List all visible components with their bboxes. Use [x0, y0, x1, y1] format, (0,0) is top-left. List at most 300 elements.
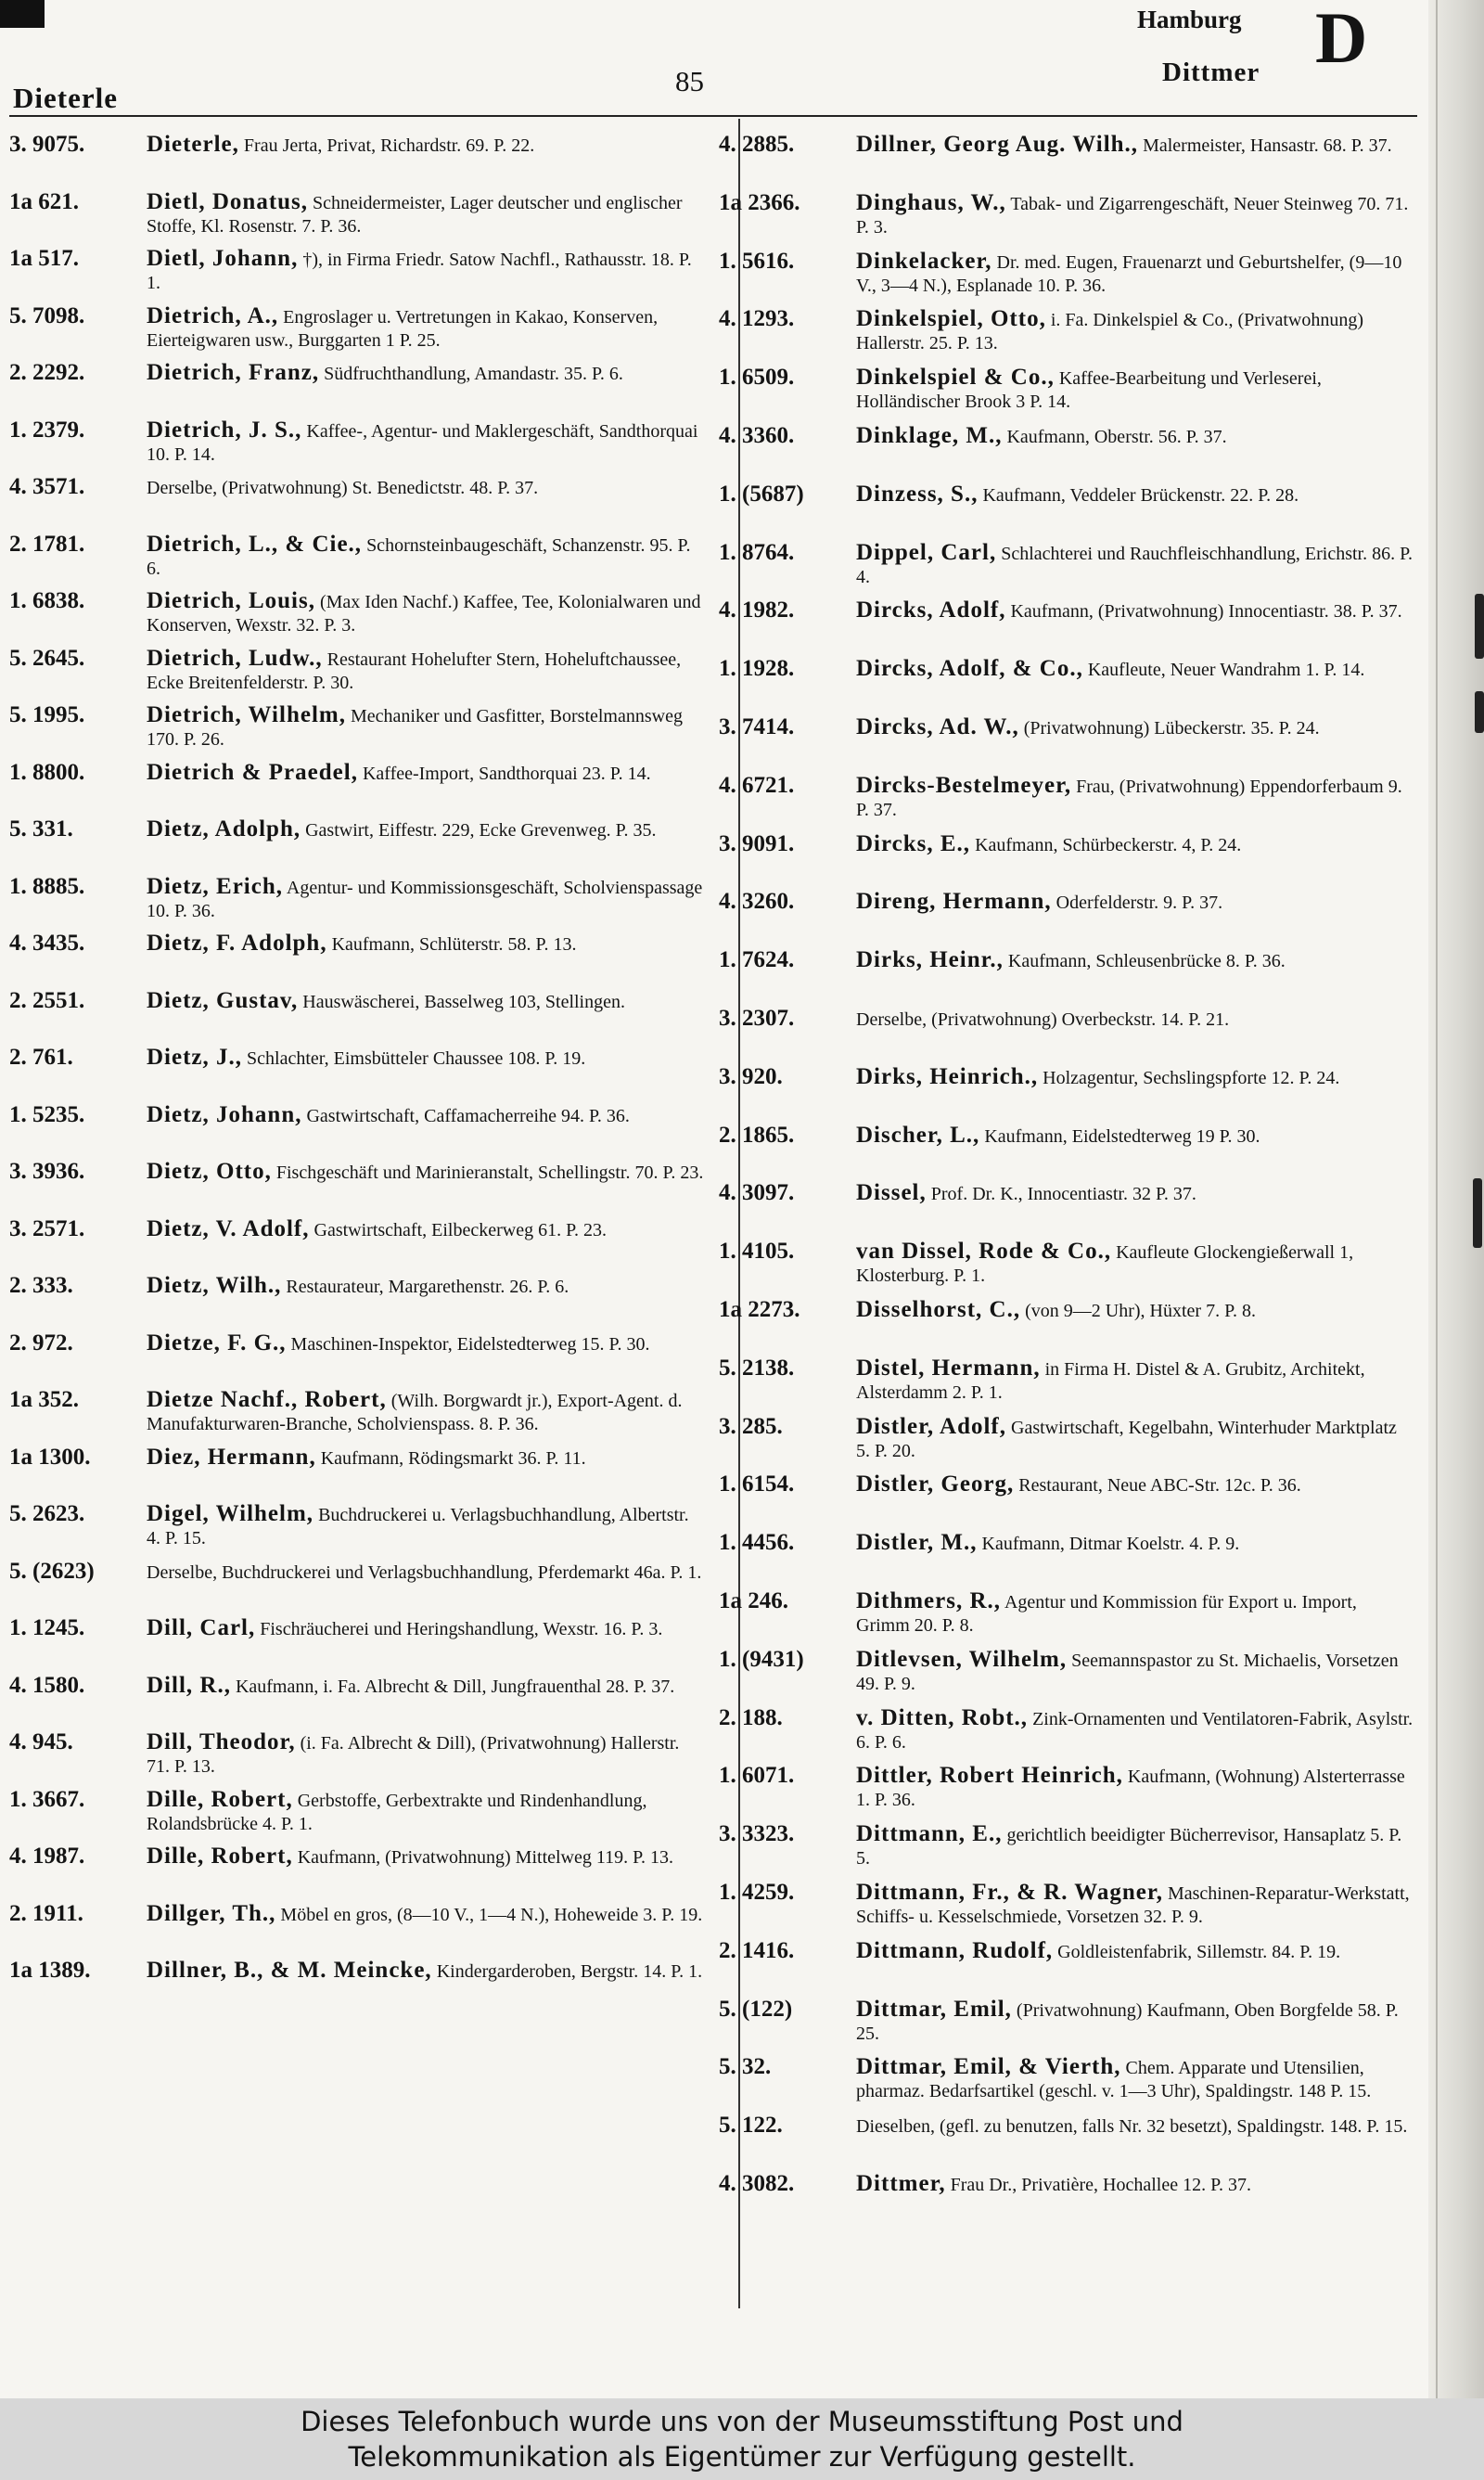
- entry-name: Dietz, V. Adolf,: [147, 1216, 310, 1241]
- entry-details: Schornsteinbaugeschäft, Schanzenstr. 95. P. 6.: [147, 534, 691, 579]
- phone-number: 1. 8885.: [9, 874, 85, 899]
- directory-entry: [719, 1764, 1414, 1822]
- entry-text: [147, 1560, 705, 1585]
- entry-name: Dittmar, Emil, & Vierth,: [856, 2055, 1121, 2080]
- entry-details: Kaufmann, (Privatwohnung) Mittelweg 119. P. 13.: [297, 1847, 674, 1868]
- entry-details: Möbel en gros, (8—10 V., 1—4 N.), Hoheweide 3. P. 19.: [280, 1904, 703, 1925]
- entry-details: Derselbe, (Privatwohnung) Overbeckstr. 14. P. 21.: [856, 1009, 1230, 1030]
- directory-entry: [719, 1240, 1414, 1298]
- entry-details: Kaufmann, Oberstr. 56. P. 37.: [1006, 426, 1227, 447]
- entry-name: Dinkelacker,: [856, 249, 992, 274]
- phone-number: 2. 188.: [719, 1705, 783, 1730]
- entry-name: Distler, Adolf,: [856, 1414, 1006, 1439]
- entry-text: [856, 191, 1414, 239]
- phone-number: 3. 9091.: [719, 831, 795, 856]
- entry-text: [147, 932, 705, 957]
- phone-number: 1a 517.: [9, 247, 79, 271]
- entry-text: [147, 589, 705, 637]
- entry-name: Dirks, Heinr.,: [856, 948, 1004, 973]
- entry-name: Distel, Hermann,: [856, 1356, 1041, 1381]
- directory-entry: [9, 247, 705, 304]
- phone-number: 5. 331.: [9, 817, 73, 842]
- phone-number: 5. 1995.: [9, 703, 85, 727]
- entry-text: [856, 482, 1414, 508]
- entry-text: [856, 774, 1414, 822]
- entry-name: Dietrich, Wilhelm,: [147, 703, 346, 727]
- entry-details: Kaufmann, Rödingsmarkt 36. P. 11.: [320, 1447, 586, 1469]
- footer-banner: [0, 2398, 1484, 2480]
- entry-name: Distler, Georg,: [856, 1472, 1015, 1497]
- directory-entry: [719, 1065, 1414, 1124]
- entry-name: Dietz, Adolph,: [147, 817, 301, 842]
- directory-entry: [719, 366, 1414, 424]
- entry-name: Dircks, Ad. W.,: [856, 714, 1019, 739]
- phone-number: 4. 1293.: [719, 307, 795, 332]
- entry-name: Dietrich, J. S.,: [147, 418, 302, 443]
- directory-entry: [719, 1589, 1414, 1648]
- directory-entry: [719, 307, 1414, 366]
- entry-name: Dillger, Th.,: [147, 1901, 276, 1926]
- entry-text: [147, 1103, 705, 1128]
- phone-number: 1. 6838.: [9, 589, 85, 613]
- entry-text: [856, 424, 1414, 449]
- directory-entry: [719, 1822, 1414, 1881]
- entry-text: [856, 1240, 1414, 1288]
- entry-text: [147, 1160, 705, 1185]
- entry-text: [856, 541, 1414, 589]
- directory-entry: [719, 1356, 1414, 1415]
- directory-entry: [9, 533, 705, 590]
- directory-entry: [719, 2172, 1414, 2230]
- phone-number: 5. (122): [719, 1997, 793, 2022]
- directory-entry: [9, 1446, 705, 1503]
- phone-number: 5. 2138.: [719, 1356, 795, 1381]
- entry-name: Dittmar, Emil,: [856, 1997, 1012, 2022]
- directory-entry: [719, 1181, 1414, 1240]
- phone-number: 4. 1982.: [719, 598, 795, 623]
- entry-text: [856, 832, 1414, 857]
- entry-name: Dietze, F. G.,: [147, 1330, 287, 1356]
- phone-number: 3. 7414.: [719, 714, 795, 739]
- directory-entry: [9, 1674, 705, 1731]
- entry-name: Dietl, Donatus,: [147, 189, 309, 214]
- entry-text: [856, 1415, 1414, 1463]
- phone-number: 1. 5235.: [9, 1102, 85, 1127]
- entry-details: Frau Dr., Privatière, Hochallee 12. P. 37.: [950, 2174, 1251, 2195]
- entry-details: Kaufleute Glockengießerwall 1, Klosterburg. P. 1.: [856, 1242, 1354, 1287]
- entry-details: Gastwirtschaft, Kegelbahn, Winterhuder Marktplatz 5. P. 20.: [856, 1417, 1397, 1461]
- footer-line-1: Dieses Telefonbuch wurde uns von der Museumsstiftung Post und: [301, 2406, 1183, 2437]
- phone-number: 1. (5687): [719, 482, 804, 507]
- directory-entry: [9, 475, 705, 533]
- phone-number: 3. 9075.: [9, 133, 85, 157]
- entry-text: [856, 598, 1414, 623]
- entry-details: Zink-Ornamenten und Ventilatoren-Fabrik, Asylstr. 6. P. 6.: [856, 1708, 1414, 1753]
- entry-details: Kaufmann, Schleusenbrücke 8. P. 36.: [1007, 951, 1286, 972]
- entry-text: [147, 875, 705, 923]
- entry-details: Kaufmann, Schürbeckerstr. 4, P. 24.: [975, 834, 1242, 855]
- entry-details: Prof. Dr. K., Innocentiastr. 32 P. 37.: [930, 1184, 1196, 1205]
- entry-details: Oderfelderstr. 9. P. 37.: [1055, 893, 1223, 914]
- entry-text: [856, 1589, 1414, 1638]
- entry-text: [856, 366, 1414, 414]
- entry-details: Kindergarderoben, Bergstr. 14. P. 1.: [436, 1961, 703, 1982]
- directory-entry: [719, 133, 1414, 191]
- entry-name: Dinghaus, W.,: [856, 190, 1006, 215]
- entry-text: [147, 1446, 705, 1471]
- phone-number: 1a 2366.: [719, 190, 800, 215]
- entry-details: gerichtlich beeidigter Bücherrevisor, Hansaplatz 5. P. 5.: [856, 1825, 1402, 1870]
- directory-entry: [719, 1531, 1414, 1589]
- phone-number: 4. 3260.: [719, 890, 795, 915]
- entry-name: Dillner, B., & M. Meincke,: [147, 1959, 432, 1983]
- entry-text: [147, 190, 705, 238]
- entry-details: (Privatwohnung) Kaufmann, Oben Borgfelde 58. P. 25.: [856, 1999, 1399, 2044]
- phone-number: 1a 1300.: [9, 1445, 91, 1470]
- entry-name: Dietz, Johann,: [147, 1102, 302, 1127]
- entry-details: i. Fa. Dinkelspiel & Co., (Privatwohnung) Hallerstr. 25. P. 13.: [856, 310, 1364, 354]
- entry-text: [147, 361, 705, 386]
- phone-number: 1. 5616.: [719, 249, 795, 274]
- entry-text: [147, 1902, 705, 1927]
- directory-entry: [719, 2114, 1414, 2172]
- entry-name: Dietz, Erich,: [147, 874, 283, 899]
- entry-text: [147, 1674, 705, 1699]
- directory-entry: [719, 598, 1414, 657]
- entry-text: [147, 1730, 705, 1779]
- entry-name: Diez, Hermann,: [147, 1445, 316, 1470]
- entry-text: [856, 1181, 1414, 1206]
- entry-text: [856, 307, 1414, 355]
- entry-details: Chem. Apparate und Utensilien, pharmaz. Bedarfsartikel (geschl. v. 1—3 Uhr), Spaldingstr. 148 P. 15.: [856, 2058, 1372, 2102]
- directory-entry: [9, 761, 705, 818]
- entry-details: Goldleistenfabrik, Sillemstr. 84. P. 19.: [1057, 1941, 1341, 1962]
- entry-name: Ditlevsen, Wilhelm,: [856, 1647, 1068, 1672]
- entry-name: Dietl, Johann,: [147, 247, 299, 271]
- phone-number: 1. 4259.: [719, 1880, 795, 1905]
- entry-details: (Max Iden Nachf.) Kaffee, Tee, Kolonialwaren und Konserven, Wexstr. 32. P. 3.: [147, 592, 701, 636]
- header-letter: D: [1315, 0, 1368, 78]
- entry-text: [147, 1959, 705, 1984]
- phone-number: 3. 2307.: [719, 1006, 795, 1031]
- phone-number: 4. 945.: [9, 1730, 73, 1754]
- entry-name: Dill, Theodor,: [147, 1730, 296, 1754]
- entry-text: [147, 533, 705, 581]
- entry-details: Südfruchthandlung, Amandastr. 35. P. 6.: [324, 364, 623, 384]
- entry-text: [147, 761, 705, 786]
- entry-text: [856, 1822, 1414, 1870]
- entry-text: [856, 2055, 1414, 2103]
- directory-entry: [9, 1502, 705, 1560]
- entry-details: (i. Fa. Albrecht & Dill), (Privatwohnung) Hallerstr. 71. P. 13.: [147, 1733, 680, 1777]
- entry-text: [856, 657, 1414, 682]
- entry-name: Dinkelspiel & Co.,: [856, 366, 1055, 391]
- right-column: [719, 133, 1414, 2230]
- entry-details: Hauswäscherei, Basselweg 103, Stellingen.: [302, 991, 625, 1012]
- entry-text: [856, 1065, 1414, 1090]
- entry-text: [856, 1939, 1414, 1964]
- entry-name: Dill, R.,: [147, 1673, 231, 1698]
- header-rule: [9, 115, 1417, 117]
- entry-text: [147, 1844, 705, 1870]
- entry-details: Kaufmann, Ditmar Koelstr. 4. P. 9.: [981, 1534, 1240, 1555]
- entry-details: Derselbe, Buchdruckerei und Verlagsbuchhandlung, Pferdemarkt 46a. P. 1.: [147, 1561, 702, 1583]
- directory-entry: [719, 1706, 1414, 1765]
- entry-text: [147, 1788, 705, 1836]
- entry-name: Dietrich, Louis,: [147, 589, 315, 613]
- entry-name: Dietz, F. Adolph,: [147, 932, 327, 956]
- directory-entry: [9, 1274, 705, 1331]
- entry-details: Gastwirtschaft, Caffamacherreihe 94. P. 36.: [306, 1105, 630, 1126]
- entry-details: Kaufmann, i. Fa. Albrecht & Dill, Jungfrauenthal 28. P. 37.: [235, 1676, 675, 1697]
- phone-number: 2. 972.: [9, 1330, 73, 1356]
- directory-entry: [719, 2055, 1414, 2114]
- entry-name: Direng, Hermann,: [856, 890, 1052, 915]
- directory-entry: [719, 890, 1414, 948]
- entry-text: [147, 1274, 705, 1299]
- header-city: Hamburg: [1137, 6, 1242, 33]
- entry-name: Dinzess, S.,: [856, 482, 979, 507]
- phone-number: 2. 1416.: [719, 1938, 795, 1963]
- directory-entry: [719, 657, 1414, 715]
- page-number: 85: [675, 65, 704, 97]
- entry-text: [856, 1998, 1414, 2046]
- entry-details: Kaufmann, (Privatwohnung) Innocentiastr. 38. P. 37.: [1010, 601, 1402, 623]
- phone-number: 5. 2645.: [9, 646, 85, 671]
- entry-name: Dille, Robert,: [147, 1844, 293, 1869]
- directory-entry: [719, 1415, 1414, 1473]
- phone-number: 1. 6154.: [719, 1472, 795, 1497]
- entry-name: Dinkelspiel, Otto,: [856, 307, 1046, 332]
- phone-number: 1. 1928.: [719, 657, 795, 682]
- entry-text: [147, 1046, 705, 1071]
- entry-name: Dittler, Robert Heinrich,: [856, 1764, 1123, 1789]
- directory-entry: [9, 1560, 705, 1617]
- phone-number: 1a 352.: [9, 1388, 79, 1412]
- phone-number: 5. 2623.: [9, 1502, 85, 1526]
- entry-name: Dieterle,: [147, 133, 239, 157]
- entry-details: Frau, (Privatwohnung) Eppendorferbaum 9. P. 37.: [856, 776, 1402, 820]
- edge-mark: [1473, 1178, 1482, 1248]
- directory-entry: [719, 1881, 1414, 1939]
- left-column: [9, 133, 705, 2016]
- entry-text: [856, 1007, 1414, 1032]
- entry-details: Fischräucherei und Heringshandlung, Wexstr. 16. P. 3.: [260, 1619, 663, 1639]
- entry-name: Dietz, Otto,: [147, 1160, 272, 1184]
- entry-text: [147, 1616, 705, 1641]
- directory-entry: [9, 190, 705, 248]
- header-right-keyword: Dittmer: [1162, 58, 1260, 87]
- entry-text: [147, 418, 705, 467]
- directory-entry: [719, 832, 1414, 891]
- entry-text: [147, 475, 705, 500]
- entry-details: Holzagentur, Sechslingspforte 12. P. 24.: [1043, 1067, 1340, 1088]
- phone-number: 1. 1245.: [9, 1616, 85, 1640]
- phone-number: 4. 6721.: [719, 773, 795, 798]
- phone-number: 1. 2379.: [9, 418, 85, 443]
- entry-details: Gastwirt, Eiffestr. 229, Ecke Grevenweg. P. 35.: [305, 820, 657, 841]
- entry-text: [147, 247, 705, 295]
- entry-text: [856, 1472, 1414, 1497]
- phone-number: 1. 4456.: [719, 1531, 795, 1556]
- phone-number: 1. 3667.: [9, 1787, 85, 1812]
- phone-number: 4. 3435.: [9, 932, 85, 956]
- entry-text: [856, 1124, 1414, 1149]
- directory-entry: [719, 191, 1414, 250]
- entry-name: Disselhorst, C.,: [856, 1297, 1021, 1322]
- entry-text: [856, 1648, 1414, 1696]
- phone-number: 5. 122.: [719, 2114, 783, 2139]
- entry-details: Kaufmann, Schlüterstr. 58. P. 13.: [331, 934, 577, 955]
- entry-name: Dietrich, Franz,: [147, 361, 320, 385]
- entry-text: [856, 1356, 1414, 1405]
- entry-details: Agentur und Kommission für Export u. Import, Grimm 20. P. 8.: [856, 1591, 1357, 1636]
- entry-details: Derselbe, (Privatwohnung) St. Benedictstr. 48. P. 37.: [147, 478, 539, 498]
- directory-entry: [719, 424, 1414, 482]
- entry-name: Dietrich, L., & Cie.,: [147, 532, 363, 557]
- entry-text: [147, 989, 705, 1014]
- entry-name: Dietz, Gustav,: [147, 988, 299, 1013]
- phone-number: 1. 7624.: [719, 948, 795, 973]
- phone-number: 5. 7098.: [9, 303, 85, 328]
- directory-entry: [9, 647, 705, 704]
- entry-details: Gastwirtschaft, Eilbeckerweg 61. P. 23.: [313, 1219, 607, 1240]
- entry-text: [856, 250, 1414, 298]
- entry-details: Buchdruckerei u. Verlagsbuchhandlung, Albertstr. 4. P. 15.: [147, 1505, 689, 1548]
- phone-number: 1a 246.: [719, 1588, 788, 1613]
- entry-name: Dircks-Bestelmeyer,: [856, 773, 1072, 798]
- entry-details: (von 9—2 Uhr), Hüxter 7. P. 8.: [1025, 1300, 1256, 1321]
- directory-entry: [9, 133, 705, 190]
- directory-entry: [9, 1616, 705, 1674]
- directory-entry: [9, 361, 705, 418]
- entry-details: Dr. med. Eugen, Frauenarzt und Geburtshelfer, (9—10 V., 3—4 N.), Esplanade 10. P. 36.: [856, 251, 1402, 296]
- entry-details: Kaufleute, Neuer Wandrahm 1. P. 14.: [1087, 660, 1365, 681]
- directory-entry: [9, 1902, 705, 1960]
- directory-entry: [719, 1124, 1414, 1182]
- entry-name: Dissel,: [856, 1181, 927, 1206]
- entry-name: Dittmer,: [856, 2171, 946, 2196]
- phone-number: 1. 8764.: [719, 540, 795, 565]
- phone-number: 1a 2273.: [719, 1297, 800, 1322]
- entry-details: Kaffee-, Agentur- und Maklergeschäft, Sandthorquai 10. P. 14.: [147, 420, 698, 465]
- header-left-keyword: Dieterle: [13, 82, 118, 114]
- entry-name: Dittmann, Rudolf,: [856, 1938, 1054, 1963]
- phone-number: 1. 6509.: [719, 366, 795, 391]
- entry-name: Dietz, J.,: [147, 1046, 243, 1070]
- phone-number: 4. 1987.: [9, 1844, 85, 1869]
- entry-text: [856, 133, 1414, 158]
- entry-details: Schlachterei und Rauchfleischhandlung, Erichstr. 86. P. 4.: [856, 543, 1413, 587]
- entry-text: [147, 1388, 705, 1436]
- phone-number: 2. 2551.: [9, 988, 85, 1013]
- entry-details: Tabak- und Zigarrengeschäft, Neuer Steinweg 70. 71. P. 3.: [856, 193, 1409, 238]
- entry-details: Kaffee-Bearbeitung und Verleserei, Holländischer Brook 3 P. 14.: [856, 368, 1322, 413]
- directory-entry: [9, 589, 705, 647]
- directory-entry: [9, 989, 705, 1047]
- entry-text: [856, 715, 1414, 740]
- entry-name: Dietrich & Praedel,: [147, 760, 358, 785]
- directory-entry: [719, 1998, 1414, 2056]
- directory-entry: [719, 1298, 1414, 1356]
- phone-number: 3. 3323.: [719, 1822, 795, 1847]
- entry-details: Restaurateur, Margarethenstr. 26. P. 6.: [286, 1277, 569, 1297]
- directory-entry: [719, 715, 1414, 774]
- page-edge-rule: [1436, 0, 1438, 2398]
- entry-details: in Firma H. Distel & A. Grubitz, Architekt, Alsterdamm 2. P. 1.: [856, 1358, 1365, 1403]
- entry-name: Distler, M.,: [856, 1531, 978, 1556]
- entry-text: [147, 647, 705, 695]
- directory-entry: [719, 482, 1414, 541]
- entry-text: [856, 2114, 1414, 2139]
- phone-number: 5. 32.: [719, 2055, 772, 2080]
- entry-details: Dieselben, (gefl. zu benutzen, falls Nr. 32 besetzt), Spaldingstr. 148. P. 15.: [856, 2116, 1408, 2138]
- entry-text: [856, 1298, 1414, 1323]
- directory-entry: [9, 1160, 705, 1217]
- directory-entry: [9, 1730, 705, 1788]
- entry-details: Engroslager u. Vertretungen in Kakao, Konserven, Eierteigwaren usw., Burggarten 1 P. 25.: [147, 306, 659, 351]
- entry-text: [856, 948, 1414, 973]
- edge-mark: [1475, 691, 1484, 733]
- entry-name: Dietz, Wilh.,: [147, 1274, 282, 1298]
- entry-name: Dippel, Carl,: [856, 540, 997, 565]
- entry-details: Maschinen-Reparatur-Werkstatt, Schiffs- u. Kesselschmiede, Vorsetzen 32. P. 9.: [856, 1882, 1410, 1927]
- entry-details: Kaufmann, Eidelstedterweg 19 P. 30.: [984, 1125, 1260, 1147]
- entry-name: v. Ditten, Robt.,: [856, 1705, 1029, 1730]
- entry-name: Dietze Nachf., Robert,: [147, 1388, 387, 1412]
- entry-details: Kaufmann, Veddeler Brückenstr. 22. P. 28.: [982, 484, 1299, 506]
- phone-number: 2. 1781.: [9, 532, 85, 557]
- entry-details: (Privatwohnung) Lübeckerstr. 35. P. 24.: [1023, 717, 1320, 739]
- directory-entry: [719, 1939, 1414, 1998]
- directory-entry: [719, 948, 1414, 1007]
- entry-text: [856, 1706, 1414, 1754]
- entry-name: Dietrich, Ludw.,: [147, 646, 323, 671]
- entry-details: Restaurant Hohelufter Stern, Hoheluftchaussee, Ecke Breitenfelderstr. P. 30.: [147, 649, 682, 693]
- entry-name: Dithmers, R.,: [856, 1588, 1002, 1613]
- directory-entry: [9, 1388, 705, 1446]
- entry-name: Dietrich, A.,: [147, 303, 279, 328]
- phone-number: 4. 3097.: [719, 1181, 795, 1206]
- directory-entry: [719, 1472, 1414, 1531]
- phone-number: 2. 1911.: [9, 1901, 83, 1926]
- entry-text: [147, 817, 705, 842]
- entry-name: Dittmann, E.,: [856, 1822, 1003, 1847]
- entry-text: [147, 1331, 705, 1356]
- directory-entry: [9, 1788, 705, 1845]
- phone-number: 1. 8800.: [9, 760, 85, 785]
- entry-details: Frau Jerta, Privat, Richardstr. 69. P. 22.: [243, 135, 535, 156]
- entry-details: Malermeister, Hansastr. 68. P. 37.: [1143, 135, 1392, 156]
- phone-number: 4. 3082.: [719, 2171, 795, 2196]
- phone-number: 2. 333.: [9, 1274, 73, 1298]
- entry-details: Agentur- und Kommissionsgeschäft, Scholvienspassage 10. P. 36.: [147, 877, 703, 921]
- entry-text: [147, 304, 705, 353]
- entry-text: [856, 890, 1414, 915]
- phone-number: 2. 761.: [9, 1046, 73, 1070]
- entry-details: Kaffee-Import, Sandthorquai 23. P. 14.: [362, 763, 651, 784]
- phone-number: 1. 4105.: [719, 1240, 795, 1265]
- directory-entry: [9, 932, 705, 989]
- footer-line-2: Telekommunikation als Eigentümer zur Verfügung gestellt.: [348, 2441, 1136, 2473]
- directory-entry: [719, 1007, 1414, 1065]
- entry-details: Gerbstoffe, Gerbextrakte und Rindenhandlung, Rolandsbrücke 4. P. 1.: [147, 1790, 647, 1834]
- entry-name: Dille, Robert,: [147, 1787, 293, 1812]
- phone-number: 1. (9431): [719, 1647, 804, 1672]
- phone-number: 3. 920.: [719, 1064, 783, 1089]
- phone-number: 4. 3571.: [9, 475, 85, 499]
- directory-entry: [719, 774, 1414, 832]
